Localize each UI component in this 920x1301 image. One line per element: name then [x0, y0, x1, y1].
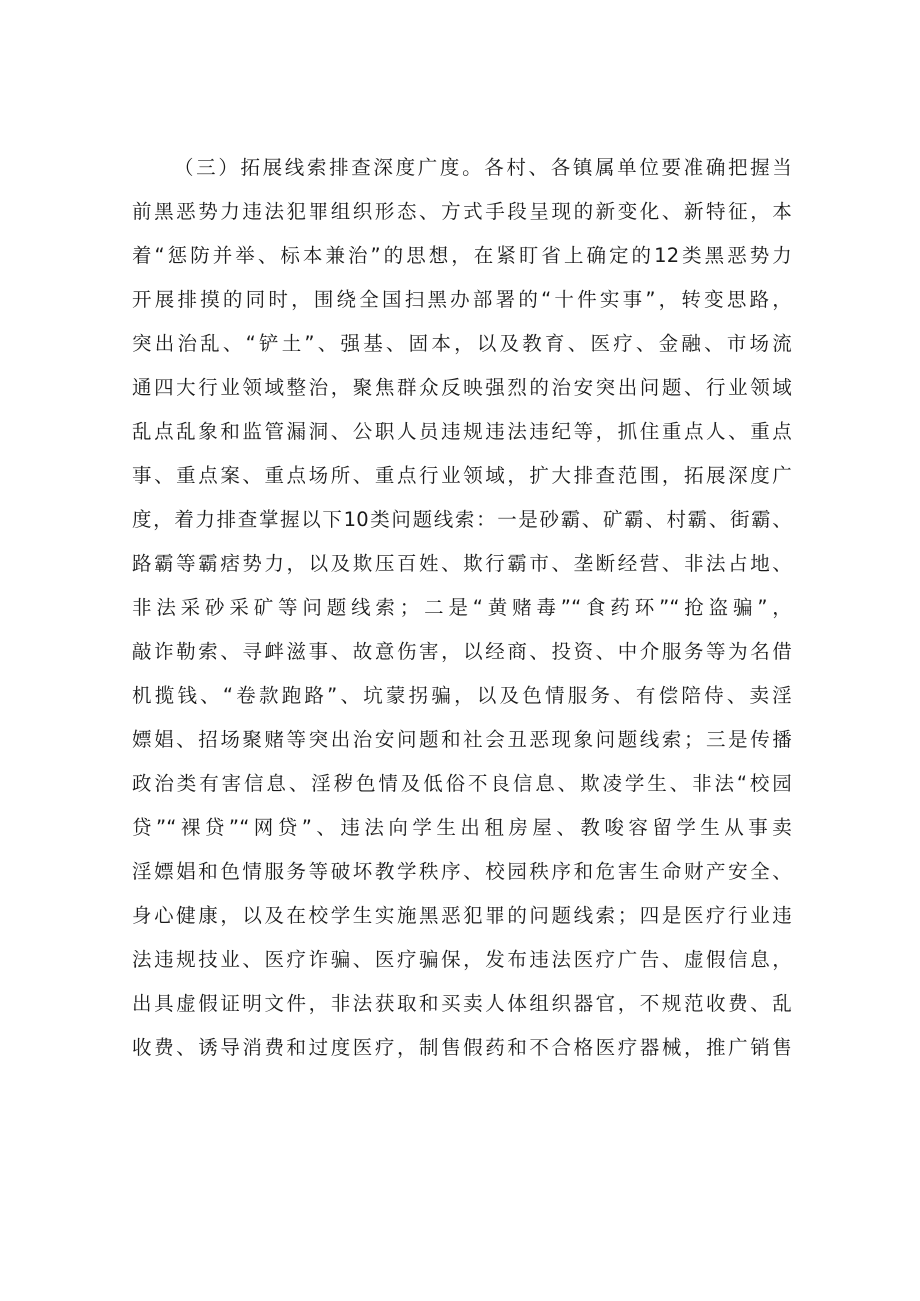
paragraph-line: 身心健康，以及在校学生实施黑恶犯罪的问题线索；四是医疗行业违 [132, 904, 792, 927]
paragraph-line: 度，着力排查掌握以下10类问题线索：一是砂霸、矿霸、村霸、街霸、 [132, 508, 792, 531]
paragraph-line: 贷”“裸贷”“网贷”、违法向学生出租房屋、教唆容留学生从事卖 [132, 816, 792, 839]
paragraph-line: 非法采砂采矿等问题线索；二是“黄赌毒”“食药环”“抢盗骗”， [132, 596, 792, 619]
paragraph-line: 乱点乱象和监管漏洞、公职人员违规违法违纪等，抓住重点人、重点 [132, 420, 792, 443]
paragraph-line: 着“惩防并举、标本兼治”的思想，在紧盯省上确定的12类黑恶势力 [132, 244, 792, 267]
paragraph-line: 开展排摸的同时，围绕全国扫黑办部署的“十件实事”，转变思路， [132, 288, 792, 311]
paragraph-line: 突出治乱、“铲土”、强基、固本，以及教育、医疗、金融、市场流 [132, 332, 792, 355]
paragraph-line: （三）拓展线索排查深度广度。各村、各镇属单位要准确把握当 [174, 156, 792, 179]
paragraph-line: 法违规技业、医疗诈骗、医疗骗保，发布违法医疗广告、虚假信息， [132, 948, 792, 971]
paragraph-line: 路霸等霸痞势力，以及欺压百姓、欺行霸市、垄断经营、非法占地、 [132, 552, 792, 575]
paragraph-line: 前黑恶势力违法犯罪组织形态、方式手段呈现的新变化、新特征，本 [132, 200, 792, 223]
paragraph-line: 敲诈勒索、寻衅滋事、故意伤害，以经商、投资、中介服务等为名借 [132, 640, 792, 663]
paragraph-line: 通四大行业领域整治，聚焦群众反映强烈的治安突出问题、行业领域 [132, 376, 792, 399]
paragraph-line: 出具虚假证明文件，非法获取和买卖人体组织器官，不规范收费、乱 [132, 992, 792, 1015]
paragraph-line: 淫嫖娼和色情服务等破坏教学秩序、校园秩序和危害生命财产安全、 [132, 860, 792, 883]
paragraph-line: 政治类有害信息、淫秽色情及低俗不良信息、欺凌学生、非法“校园 [132, 772, 792, 795]
paragraph-line: 事、重点案、重点场所、重点行业领域，扩大排查范围，拓展深度广 [132, 464, 792, 487]
paragraph [132, 146, 792, 1070]
paragraph-line: 嫖娼、招场聚赌等突出治安问题和社会丑恶现象问题线索；三是传播 [132, 728, 792, 751]
paragraph-line: 机揽钱、“卷款跑路”、坑蒙拐骗，以及色情服务、有偿陪侍、卖淫 [132, 684, 792, 707]
paragraph-line: 收费、诱导消费和过度医疗，制售假药和不合格医疗器械，推广销售 [132, 1036, 792, 1059]
